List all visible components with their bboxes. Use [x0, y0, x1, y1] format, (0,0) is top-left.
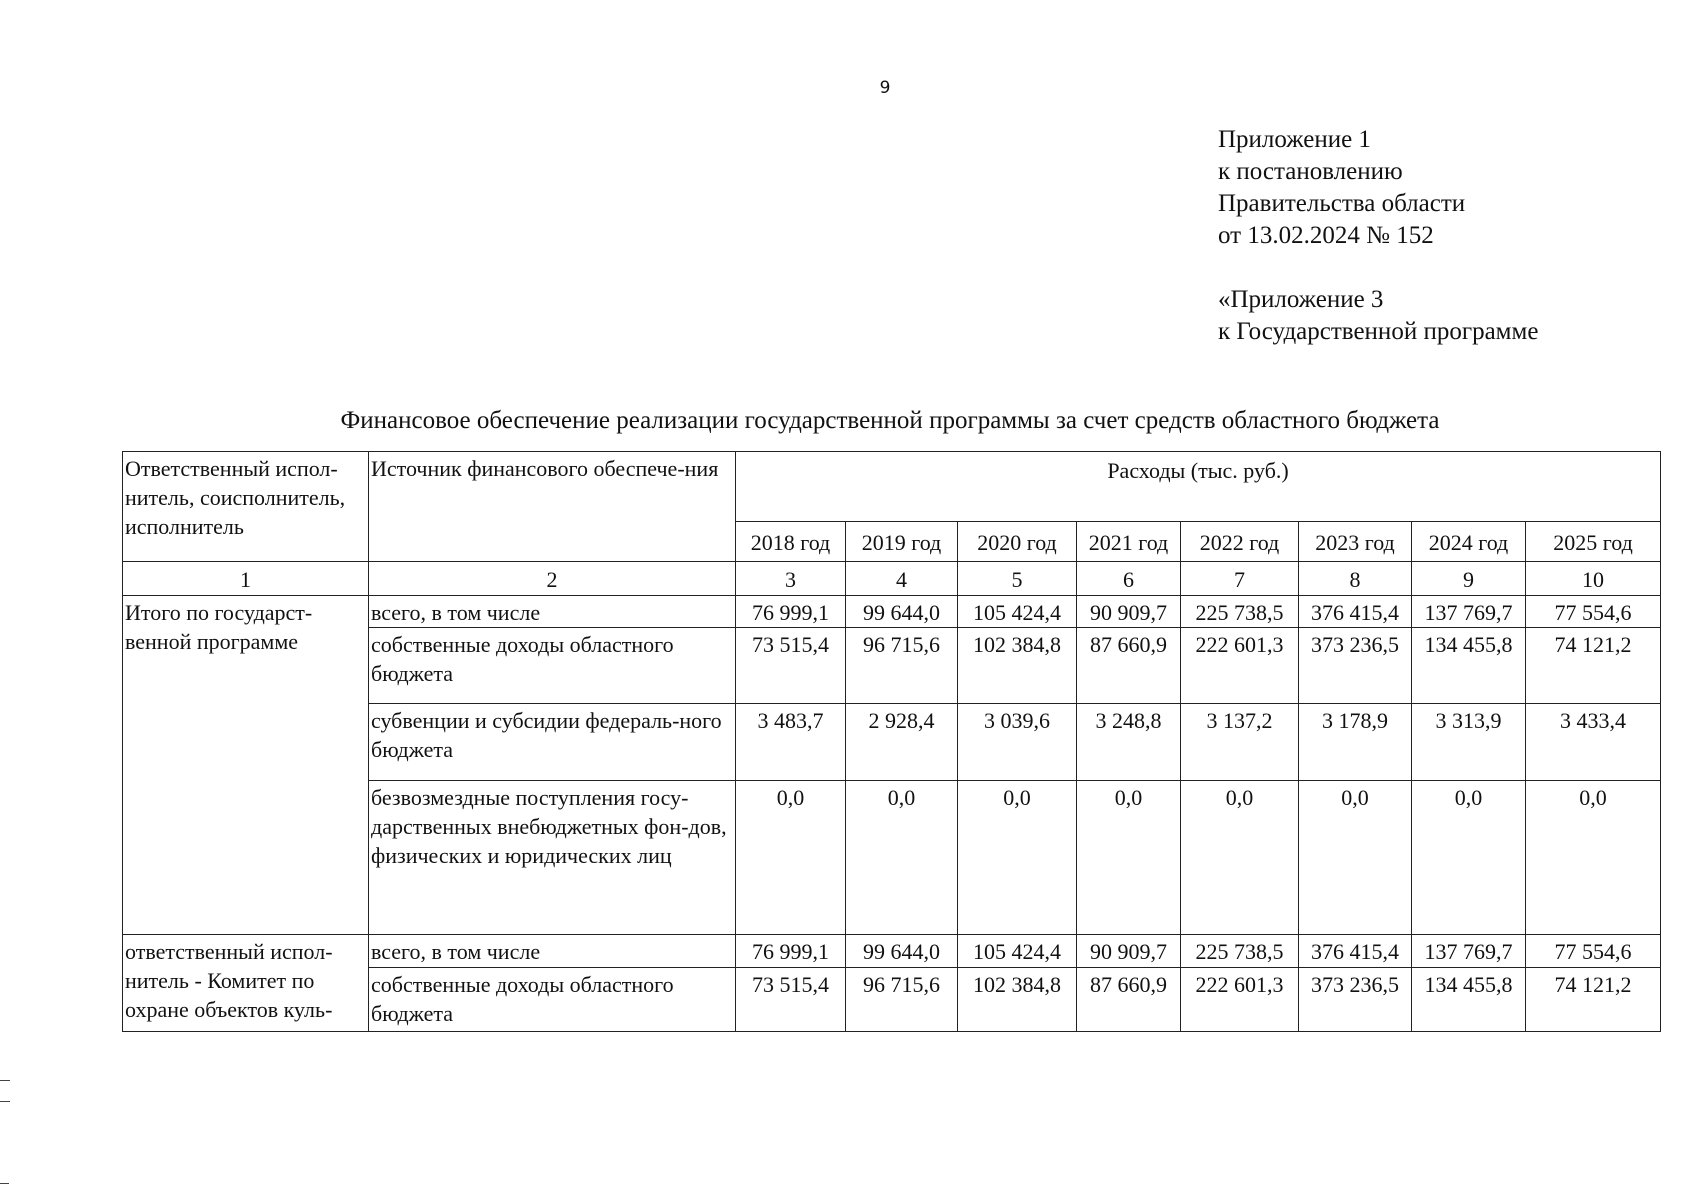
value-cell: 376 415,4: [1299, 596, 1412, 628]
source-cell: безвозмездные поступления госу-дарственных внебюджетных фон-дов, физических и юридических лиц: [369, 781, 736, 935]
value-cell: 225 738,5: [1181, 596, 1299, 628]
column-index: 9: [1412, 562, 1526, 596]
appendix-line: «Приложение 3: [1218, 286, 1384, 313]
value-cell: 90 909,7: [1077, 596, 1181, 628]
header-year: 2023 год: [1299, 522, 1412, 562]
value-cell: 99 644,0: [846, 935, 958, 968]
source-cell: всего, в том числе: [369, 935, 736, 968]
value-cell: 134 455,8: [1412, 968, 1526, 1032]
value-cell: 73 515,4: [736, 968, 846, 1032]
margin-mark: [0, 1080, 10, 1102]
value-cell: 222 601,3: [1181, 968, 1299, 1032]
appendix-line: от 13.02.2024 № 152: [1218, 222, 1434, 249]
value-cell: 105 424,4: [958, 596, 1077, 628]
value-cell: 373 236,5: [1299, 968, 1412, 1032]
value-cell: 0,0: [846, 781, 958, 935]
value-cell: 2 928,4: [846, 704, 958, 781]
source-cell: собственные доходы областного бюджета: [369, 968, 736, 1032]
value-cell: 77 554,6: [1526, 935, 1661, 968]
page-number: 9: [879, 78, 891, 98]
table-row: [123, 596, 1661, 628]
value-cell: 96 715,6: [846, 628, 958, 704]
value-cell: 74 121,2: [1526, 968, 1661, 1032]
header-source: Источник финансового обеспече-ния: [369, 452, 736, 562]
value-cell: 105 424,4: [958, 935, 1077, 968]
margin-mark: [0, 1183, 9, 1184]
value-cell: 99 644,0: [846, 596, 958, 628]
value-cell: 102 384,8: [958, 628, 1077, 704]
column-index: 5: [958, 562, 1077, 596]
column-index: 10: [1526, 562, 1661, 596]
value-cell: 0,0: [736, 781, 846, 935]
appendix-line: Приложение 1: [1218, 126, 1371, 153]
executor-cell: ответственный испол-нитель - Комитет по охране объектов куль-: [123, 935, 369, 1032]
source-cell: всего, в том числе: [369, 596, 736, 628]
header-year: 2018 год: [736, 522, 846, 562]
header-expenses: Расходы (тыс. руб.): [736, 452, 1661, 522]
table-row: [123, 935, 1661, 968]
value-cell: 74 121,2: [1526, 628, 1661, 704]
financing-table: [122, 451, 1661, 1032]
value-cell: 3 039,6: [958, 704, 1077, 781]
value-cell: 3 483,7: [736, 704, 846, 781]
value-cell: 0,0: [958, 781, 1077, 935]
value-cell: 87 660,9: [1077, 628, 1181, 704]
column-index: 4: [846, 562, 958, 596]
appendix-block: [1218, 124, 1538, 348]
value-cell: 76 999,1: [736, 596, 846, 628]
value-cell: 3 433,4: [1526, 704, 1661, 781]
column-index: 2: [369, 562, 736, 596]
value-cell: 3 248,8: [1077, 704, 1181, 781]
header-year: 2021 год: [1077, 522, 1181, 562]
header-year: 2022 год: [1181, 522, 1299, 562]
value-cell: 225 738,5: [1181, 935, 1299, 968]
column-index: 7: [1181, 562, 1299, 596]
value-cell: 76 999,1: [736, 935, 846, 968]
value-cell: 96 715,6: [846, 968, 958, 1032]
column-index: 8: [1299, 562, 1412, 596]
appendix-line: к Государственной программе: [1218, 318, 1539, 345]
column-index: 1: [123, 562, 369, 596]
value-cell: 137 769,7: [1412, 596, 1526, 628]
value-cell: 102 384,8: [958, 968, 1077, 1032]
value-cell: 0,0: [1299, 781, 1412, 935]
value-cell: 87 660,9: [1077, 968, 1181, 1032]
source-cell: собственные доходы областного бюджета: [369, 628, 736, 704]
header-year: 2020 год: [958, 522, 1077, 562]
value-cell: 3 178,9: [1299, 704, 1412, 781]
value-cell: 77 554,6: [1526, 596, 1661, 628]
document-title: Финансовое обеспечение реализации государственной программы за счет средств областного бюджета: [340, 407, 1440, 434]
value-cell: 0,0: [1077, 781, 1181, 935]
value-cell: 222 601,3: [1181, 628, 1299, 704]
column-index: 3: [736, 562, 846, 596]
executor-cell: Итого по государст-венной программе: [123, 596, 369, 935]
value-cell: 3 313,9: [1412, 704, 1526, 781]
value-cell: 137 769,7: [1412, 935, 1526, 968]
column-index: 6: [1077, 562, 1181, 596]
appendix-line: к постановлению: [1218, 158, 1403, 185]
value-cell: 3 137,2: [1181, 704, 1299, 781]
header-year: 2025 год: [1526, 522, 1661, 562]
header-year: 2019 год: [846, 522, 958, 562]
value-cell: 0,0: [1526, 781, 1661, 935]
source-cell: субвенции и субсидии федераль-ного бюджета: [369, 704, 736, 781]
value-cell: 376 415,4: [1299, 935, 1412, 968]
header-executor: Ответственный испол-нитель, соисполнитель, исполнитель: [123, 452, 369, 562]
value-cell: 134 455,8: [1412, 628, 1526, 704]
value-cell: 373 236,5: [1299, 628, 1412, 704]
value-cell: 73 515,4: [736, 628, 846, 704]
value-cell: 0,0: [1412, 781, 1526, 935]
value-cell: 0,0: [1181, 781, 1299, 935]
appendix-line: Правительства области: [1218, 190, 1466, 217]
header-year: 2024 год: [1412, 522, 1526, 562]
value-cell: 90 909,7: [1077, 935, 1181, 968]
